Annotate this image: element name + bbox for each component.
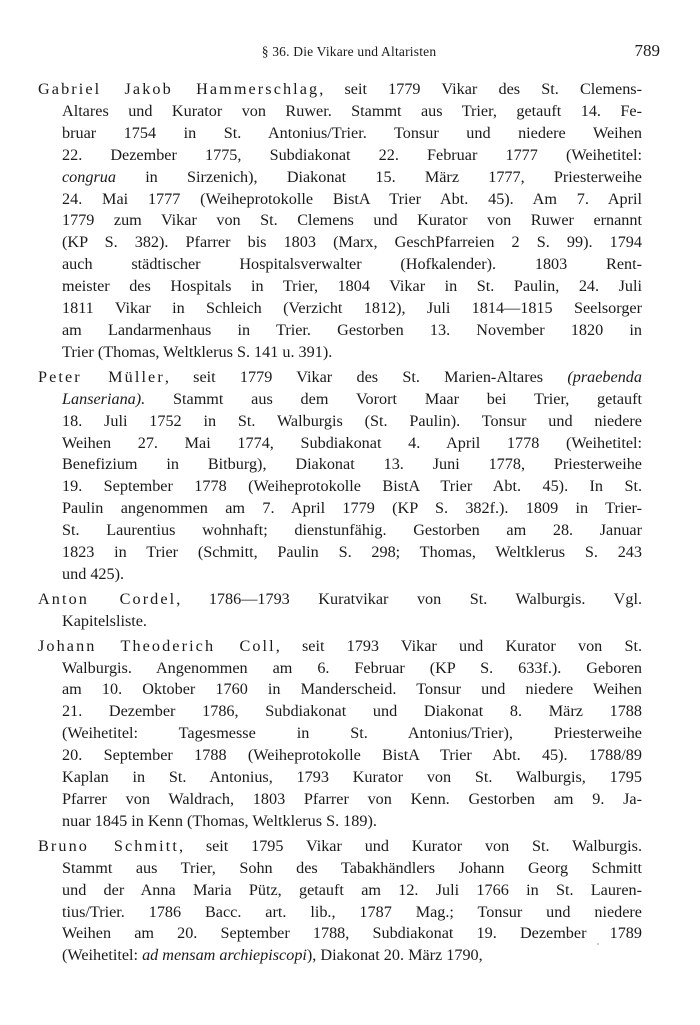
entry-text: 1823 in Trier (Schmitt, Paulin S. 298; Thomas, Weltklerus S. 243 [62,543,642,562]
text-line [38,232,642,254]
entry-text: Paulin angenommen am 7. April 1779 (KP S. 382f.). 1809 in Trier- [62,499,642,518]
person-name: Gabriel Jakob Hammerschlag [38,80,320,98]
text-line [38,101,642,123]
text-line [38,342,642,364]
text-line [38,701,642,723]
entry-text: 21. Dezember 1786, Subdiakonat und Diakonat 8. März 1788 [62,702,642,721]
text-line [38,498,642,520]
document-body [38,79,642,970]
text-line [38,433,642,455]
entry-text: , seit 1793 Vikar und Kurator von St. [275,636,642,655]
entry-text: am 10. Oktober 1760 in Manderscheid. Tonsur und niedere Weihen [62,680,642,699]
entry-text: 1779 zum Vikar von St. Clemens und Kurator von Ruwer ernannt [62,211,642,230]
entry-text: (Weihetitel: [62,946,143,965]
text-line [38,476,642,498]
entry-text: , seit 1779 Vikar des St. Marien-Altares [164,367,568,386]
entry-text: Stammt aus Trier, Sohn des Tabakhändlers Johann Georg Schmitt [62,858,642,877]
entry-text: Trier (Thomas, Weltklerus S. 141 u. 391). [62,342,333,361]
register-entry [38,367,642,586]
register-entry [38,636,642,833]
text-line [38,79,642,101]
text-line [38,811,642,833]
entry-text: 24. Mai 1777 (Weiheprotokolle BistA Trier Abt. 45). Am 7. April [62,189,642,208]
entry-text: Stammt aus dem Vorort Maar bei Trier, getauft [145,389,642,408]
text-line [38,254,642,276]
entry-text: (Weihetitel: Tagesmesse in St. Antonius/Trier), Priesterweihe [62,724,642,743]
running-title: § 36. Die Vikare und Altaristen [261,44,437,59]
text-line [38,658,642,680]
text-line [38,520,642,542]
entry-text: am Landarmenhaus in Trier. Gestorben 13. November 1820 in [62,320,642,339]
text-line [38,589,642,611]
register-entry [38,79,642,364]
text-line [38,945,642,967]
latin-term: Lanseriana). [62,389,146,408]
person-name: Bruno Schmitt [38,836,179,855]
entry-text: 1811 Vikar in Schleich (Verzicht 1812), Juli 1814—1815 Seelsorger [62,299,642,318]
text-line [38,367,642,389]
latin-term: congrua [62,167,116,186]
text-line [38,189,642,211]
entry-text: nuar 1845 in Kenn (Thomas, Weltklerus S. 189). [62,811,377,830]
entry-text: , seit 1795 Vikar und Kurator von St. Walburgis. [178,836,642,855]
latin-term: ad mensam archiepiscopi [142,946,307,965]
entry-text: und 425). [62,564,125,583]
page-number: 789 [634,41,660,60]
person-name: Johann Theoderich Coll [38,636,276,655]
text-line [38,611,642,633]
text-line [38,880,642,902]
text-line [38,320,642,342]
entry-text: Weihen 27. Mai 1774, Subdiakonat 4. April 1778 (Weihetitel: [62,433,642,452]
text-line [38,298,642,320]
entry-text: Walburgis. Angenommen am 6. Februar (KP S. 633f.). Geboren [62,658,642,677]
text-line [38,210,642,232]
text-line [38,276,642,298]
text-line [38,454,642,476]
entry-text: , 1786—1793 Kuratvikar von St. Walburgis. Vgl. [176,589,642,608]
entry-text: in Sirzenich), Diakonat 15. März 1777, Priesterweihe [115,167,642,186]
text-line [38,145,642,167]
entry-text: , seit 1779 Vikar des St. Clemens- [319,80,642,98]
person-name: Peter Müller [38,367,165,386]
entry-text: und der Anna Maria Pütz, getauft am 12. Juli 1766 in St. Lauren- [62,880,642,899]
text-line [38,789,642,811]
text-line [38,723,642,745]
entry-text: St. Laurentius wohnhaft; dienstunfähig. Gestorben am 28. Januar [62,521,642,540]
page-header [38,40,660,66]
entry-text: 22. Dezember 1775, Subdiakonat 22. Februar 1777 (Weihetitel: [62,145,642,164]
text-line [38,564,642,586]
register-entry [38,589,642,633]
text-line [38,167,642,189]
text-line [38,767,642,789]
entry-text: Altares und Kurator von Ruwer. Stammt aus Trier, getauft 14. Fe- [62,101,642,120]
entry-text: meister des Hospitals in Trier, 1804 Vikar in St. Paulin, 24. Juli [62,277,642,296]
text-line [38,123,642,145]
entry-text: 20. September 1788 (Weiheprotokolle BistA Trier Abt. 45). 1788/89 [62,746,642,765]
text-line [38,542,642,564]
text-line [38,902,642,924]
entry-text: Benefizium in Bitburg), Diakonat 13. Juni 1778, Priesterweihe [62,455,642,474]
entry-text: Kaplan in St. Antonius, 1793 Kurator von St. Walburgis, 1795 [62,768,642,787]
entry-text: auch städtischer Hospitalsverwalter (Hofkalender). 1803 Rent- [62,255,642,274]
entry-text: (KP S. 382). Pfarrer bis 1803 (Marx, GeschPfarreien 2 S. 99). 1794 [62,233,642,252]
text-line [38,858,642,880]
text-line [38,679,642,701]
text-line [38,745,642,767]
person-name: Anton Cordel [38,589,177,608]
entry-text: 18. Juli 1752 in St. Walburgis (St. Paulin). Tonsur und niedere [62,411,642,430]
entry-text: 19. September 1778 (Weiheprotokolle BistA Trier Abt. 45). In St. [62,477,642,496]
entry-text: Weihen am 20. September 1788, Subdiakonat 19. Dezember 1789 [62,924,642,943]
text-line [38,923,642,945]
entry-text: bruar 1754 in St. Antonius/Trier. Tonsur und niedere Weihen [62,123,642,142]
entry-text: Pfarrer von Waldrach, 1803 Pfarrer von Kenn. Gestorben am 9. Ja- [62,790,642,808]
text-line [38,411,642,433]
scan-speck [597,943,599,945]
entry-text: ), Diakonat 20. März 1790, [306,946,483,965]
latin-term: (praebenda [567,367,642,386]
register-entry [38,836,642,967]
text-line [38,636,642,658]
text-line [38,836,642,858]
text-line [38,389,642,411]
entry-text: tius/Trier. 1786 Bacc. art. lib., 1787 Mag.; Tonsur und niedere [62,902,642,921]
entry-text: Kapitelsliste. [62,611,147,630]
